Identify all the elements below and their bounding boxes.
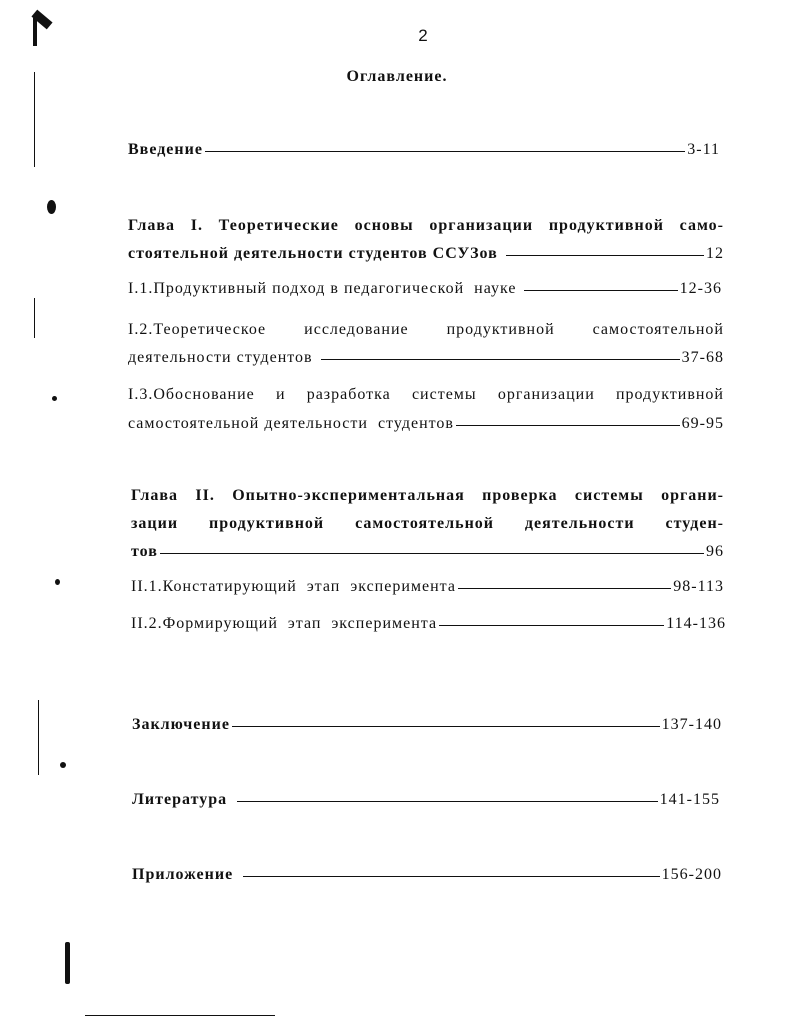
page-number: 2 — [418, 26, 428, 45]
punch-hole-dot — [52, 396, 57, 401]
leader-line — [524, 290, 677, 291]
toc-page-range: 12-36 — [679, 280, 722, 297]
leader-line — [321, 359, 680, 360]
toc-entry-label: II.2.Формирующий этап эксперимента — [131, 615, 438, 632]
toc-entry-line: Глава I. Теоретические основы организации продуктивной само- — [128, 217, 724, 234]
toc-page-range: 98-113 — [673, 578, 724, 595]
toc-entry-chapter-1 — [128, 212, 724, 268]
leader-line — [506, 255, 704, 256]
toc-entry-section-1-2 — [128, 316, 724, 372]
toc-entry-literature — [132, 791, 720, 809]
scan-bottom-line — [85, 1015, 275, 1016]
leader-line — [456, 425, 680, 426]
toc-entry-line: I.2.Теоретическое исследование продуктивной самостоятельной — [128, 321, 724, 338]
scan-binding-mark — [65, 942, 70, 984]
toc-entry-appendix — [132, 866, 722, 884]
toc-title: Оглавление. — [346, 68, 448, 85]
toc-entry-line: Глава II. Опытно-экспериментальная проверка системы органи- — [131, 487, 724, 504]
toc-entry-section-2-1 — [131, 578, 724, 596]
toc-entry-section-1-3 — [128, 380, 724, 438]
toc-entry-line: самостоятельной деятельности студентов — [128, 415, 454, 432]
leader-line — [243, 876, 660, 877]
toc-entry-intro — [128, 141, 720, 159]
scan-margin-line — [38, 700, 39, 775]
toc-entry-label: Заключение — [132, 716, 230, 733]
toc-entry-line: деятельности студентов — [128, 349, 313, 366]
leader-line — [160, 553, 704, 554]
scan-margin-line — [34, 298, 35, 338]
leader-line — [237, 801, 658, 802]
toc-page-range: 137-140 — [661, 716, 722, 733]
toc-entry-section-1-1 — [128, 280, 722, 298]
toc-entry-label: II.1.Констатирующий этап эксперимента — [131, 578, 456, 595]
punch-hole-dot — [47, 200, 56, 214]
toc-entry-line: тов — [131, 543, 158, 560]
toc-entry-line: стоятельной деятельности студентов ССУЗов — [128, 245, 498, 262]
toc-page-range: 96 — [706, 543, 724, 560]
leader-line — [232, 726, 660, 727]
toc-page-range: 37-68 — [681, 349, 724, 366]
toc-page-range: 69-95 — [681, 415, 724, 432]
toc-page-range: 3-11 — [687, 141, 720, 158]
leader-line — [205, 151, 685, 152]
toc-page-range: 141-155 — [659, 791, 720, 808]
toc-entry-conclusion — [132, 716, 722, 734]
scan-margin-line — [34, 72, 35, 167]
toc-page-range: 156-200 — [661, 866, 722, 883]
toc-entry-label: Введение — [128, 141, 203, 158]
punch-hole-dot — [55, 579, 60, 585]
toc-entry-label: I.1.Продуктивный подход в педагогической науке — [128, 280, 517, 297]
toc-entry-chapter-2 — [131, 482, 724, 566]
leader-line — [458, 588, 671, 589]
leader-line — [439, 625, 664, 626]
toc-entry-label: Литература — [132, 791, 228, 808]
punch-hole-dot — [60, 762, 66, 768]
toc-entry-line: зации продуктивной самостоятельной деятельности студен- — [131, 515, 724, 532]
toc-entry-section-2-2 — [131, 615, 726, 633]
toc-entry-line: I.3.Обоснование и разработка системы организации продуктивной — [128, 386, 724, 403]
toc-page-range: 12 — [706, 245, 724, 262]
toc-page-range: 114-136 — [666, 615, 726, 632]
toc-entry-label: Приложение — [132, 866, 234, 883]
